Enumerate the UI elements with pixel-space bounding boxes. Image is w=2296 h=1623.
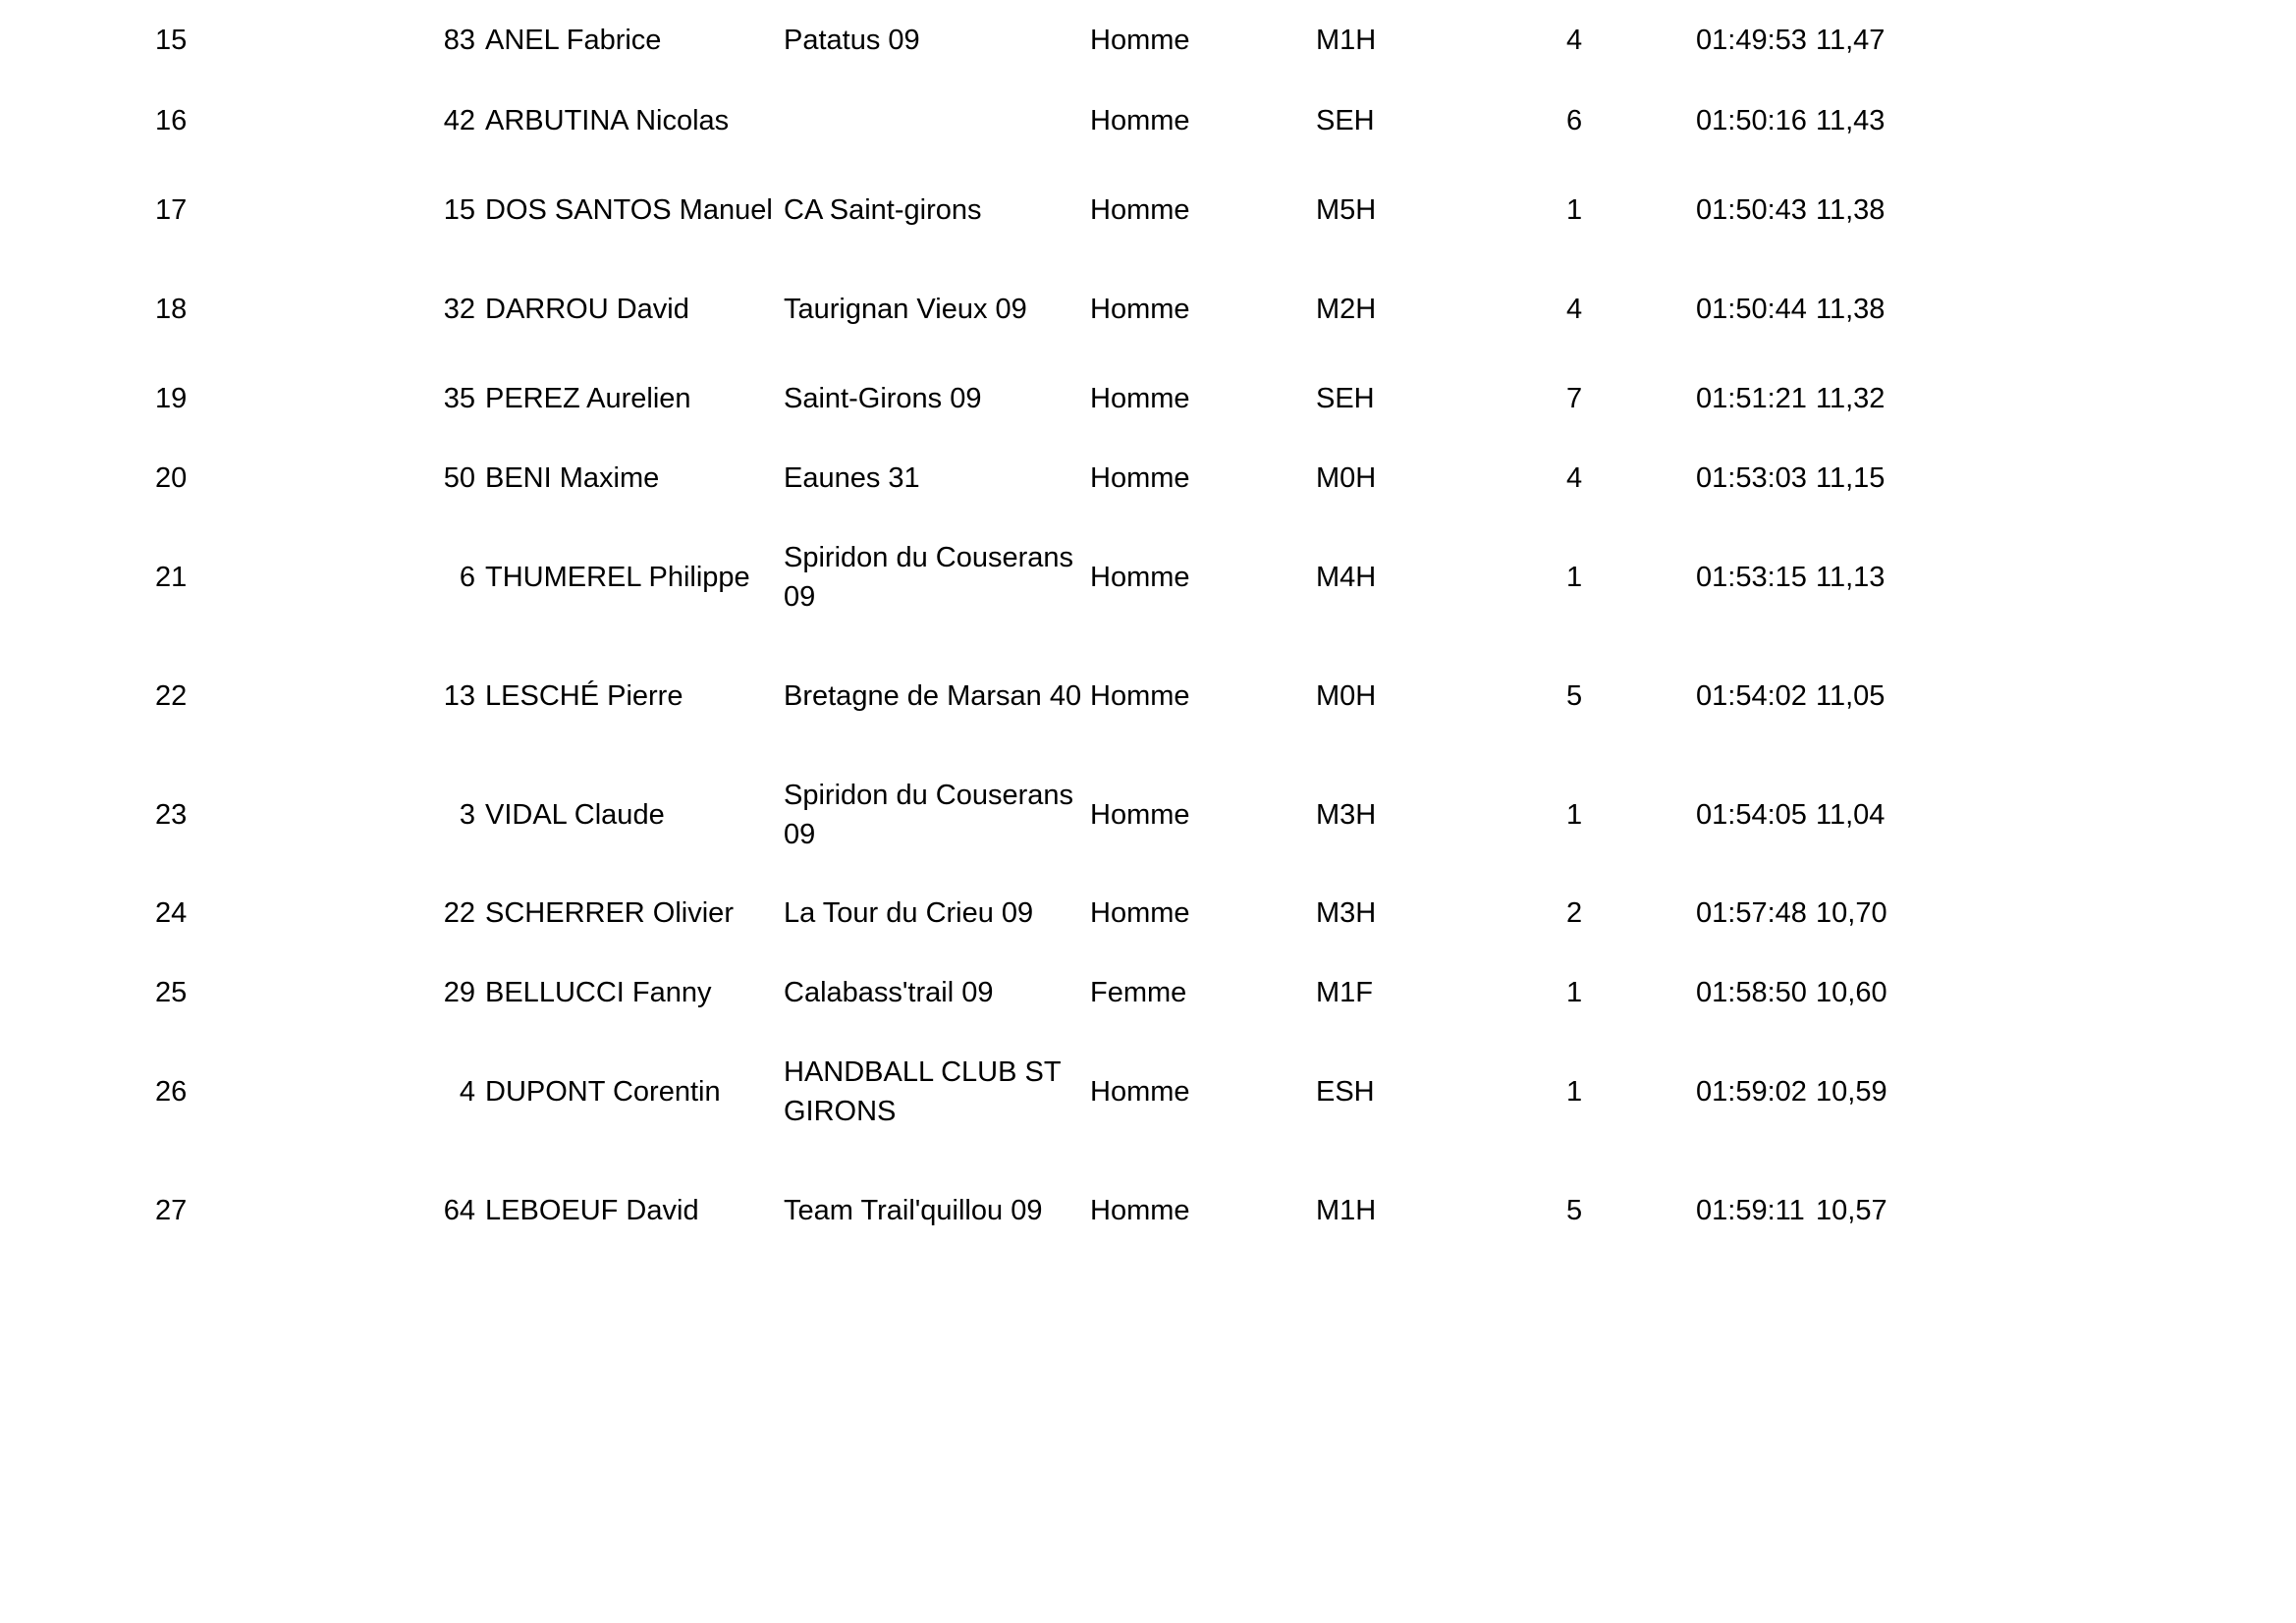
club-cell [784,160,1090,259]
category-rank-cell: 5 [1566,679,1583,712]
category-cell: M0H [1316,461,1377,494]
rank-cell: 26 [155,1076,188,1108]
table-row [0,755,1934,874]
category-rank-cell: 1 [1566,798,1583,831]
category-rank-cell: 5 [1566,1195,1583,1226]
speed-cell: 11,32 [1816,382,1886,414]
club-cell [784,755,1090,874]
club-text: HANDBALL CLUB ST GIRONS [784,1056,1062,1127]
club-cell [784,81,1090,160]
rank-cell: 15 [155,25,188,56]
club-cell [784,636,1090,755]
sex-cell: Homme [1090,382,1190,414]
sex-cell: Homme [1090,1076,1190,1108]
category-rank-cell: 1 [1566,193,1583,226]
speed-cell: 11,05 [1816,679,1886,712]
bib-cell: 4 [459,1076,475,1108]
rank-cell: 22 [155,679,188,712]
name-cell: VIDAL Claude [485,798,665,831]
club-cell [784,259,1090,358]
table-row [0,358,1934,438]
rank-cell: 27 [155,1195,188,1226]
sex-cell: Homme [1090,897,1190,929]
club-cell [784,1151,1090,1271]
category-cell: SEH [1316,104,1375,136]
table-row [0,1151,1934,1271]
sex-cell: Homme [1090,461,1190,494]
name-cell: LEBOEUF David [485,1195,699,1226]
time-cell: 01:54:05 [1696,798,1807,831]
bib-cell: 50 [443,461,475,494]
bib-cell: 64 [443,1195,475,1226]
category-rank-cell: 4 [1566,25,1583,56]
category-cell: M2H [1316,293,1377,325]
table-row [0,1033,1934,1151]
bib-cell: 29 [443,977,475,1008]
table-row [0,438,1934,517]
rank-cell: 17 [155,193,188,226]
speed-cell: 11,47 [1816,25,1886,56]
name-cell: DOS SANTOS Manuel [485,193,773,226]
category-cell: M4H [1316,561,1377,593]
name-cell: ARBUTINA Nicolas [485,104,730,136]
time-cell: 01:53:03 [1696,461,1807,494]
category-cell: ESH [1316,1076,1375,1108]
sex-cell: Homme [1090,679,1190,712]
category-cell: SEH [1316,382,1375,414]
table-row [0,81,1934,160]
club-text: La Tour du Crieu 09 [784,897,1034,929]
bib-cell: 15 [443,193,475,226]
bib-cell: 42 [443,104,475,136]
club-text: Patatus 09 [784,25,920,56]
rank-cell: 19 [155,382,188,414]
name-cell: DARROU David [485,293,689,325]
sex-cell: Homme [1090,1195,1190,1226]
club-text: Bretagne de Marsan 40 [784,679,1082,712]
club-cell [784,358,1090,438]
sex-cell: Homme [1090,798,1190,831]
name-cell: THUMEREL Philippe [485,561,750,593]
category-cell: M5H [1316,193,1377,226]
speed-cell: 10,59 [1816,1076,1887,1108]
rank-cell: 23 [155,798,188,831]
club-cell [784,517,1090,636]
speed-cell: 11,15 [1816,461,1886,494]
name-cell: ANEL Fabrice [485,25,662,56]
sex-cell: Homme [1090,25,1190,56]
table-row [0,0,1934,81]
category-cell: M3H [1316,897,1377,929]
time-cell: 01:59:11 [1696,1195,1805,1226]
sex-cell: Femme [1090,977,1187,1008]
club-text: Eaunes 31 [784,461,920,494]
club-text: Spiridon du Couserans 09 [784,779,1074,850]
category-rank-cell: 2 [1566,897,1583,929]
table-row [0,517,1934,636]
name-cell: SCHERRER Olivier [485,897,734,929]
rank-cell: 21 [155,561,188,593]
club-text: Taurignan Vieux 09 [784,293,1027,325]
club-cell [784,438,1090,517]
table-row [0,160,1934,259]
rank-cell: 20 [155,461,188,494]
bib-cell: 6 [459,561,475,593]
name-cell: DUPONT Corentin [485,1076,721,1108]
bib-cell: 83 [443,25,475,56]
rank-cell: 16 [155,104,188,136]
speed-cell: 11,04 [1816,798,1886,831]
club-text: CA Saint-girons [784,193,982,226]
category-rank-cell: 1 [1566,977,1583,1008]
time-cell: 01:57:48 [1696,897,1807,929]
sex-cell: Homme [1090,561,1190,593]
bib-cell: 32 [443,293,475,325]
speed-cell: 11,38 [1816,293,1886,325]
time-cell: 01:59:02 [1696,1076,1807,1108]
time-cell: 01:51:21 [1696,382,1807,414]
sex-cell: Homme [1090,293,1190,325]
name-cell: PEREZ Aurelien [485,382,691,414]
category-rank-cell: 4 [1566,461,1583,494]
time-cell: 01:54:02 [1696,679,1807,712]
rank-cell: 24 [155,897,188,929]
name-cell: LESCHÉ Pierre [485,679,683,712]
time-cell: 01:50:16 [1696,104,1807,136]
category-rank-cell: 4 [1566,293,1583,325]
club-cell [784,0,1090,81]
bib-cell: 35 [443,382,475,414]
club-cell [784,874,1090,952]
speed-cell: 11,38 [1816,193,1886,226]
bib-cell: 3 [459,798,475,831]
club-text: Saint-Girons 09 [784,382,982,414]
time-cell: 01:50:43 [1696,193,1807,226]
time-cell: 01:50:44 [1696,293,1807,325]
category-cell: M0H [1316,679,1377,712]
club-text: Calabass'trail 09 [784,977,994,1008]
category-cell: M3H [1316,798,1377,831]
name-cell: BELLUCCI Fanny [485,977,712,1008]
category-cell: M1H [1316,25,1377,56]
sex-cell: Homme [1090,193,1190,226]
rank-cell: 18 [155,293,188,325]
bib-cell: 13 [443,679,475,712]
time-cell: 01:53:15 [1696,561,1807,593]
table-row [0,259,1934,358]
club-cell [784,952,1090,1033]
club-text: Team Trail'quillou 09 [784,1195,1043,1226]
category-cell: M1H [1316,1195,1377,1226]
category-rank-cell: 1 [1566,561,1583,593]
name-cell: BENI Maxime [485,461,660,494]
bib-cell: 22 [443,897,475,929]
time-cell: 01:49:53 [1696,25,1807,56]
rank-cell: 25 [155,977,188,1008]
speed-cell: 10,57 [1816,1195,1887,1226]
category-cell: M1F [1316,977,1373,1008]
category-rank-cell: 6 [1566,104,1583,136]
speed-cell: 11,13 [1816,561,1886,593]
club-cell [784,1033,1090,1151]
category-rank-cell: 7 [1566,382,1583,414]
club-text: Spiridon du Couserans 09 [784,541,1074,613]
speed-cell: 11,43 [1816,104,1886,136]
table-row [0,636,1934,755]
sex-cell: Homme [1090,104,1190,136]
table-row [0,874,1934,952]
speed-cell: 10,70 [1816,897,1887,929]
speed-cell: 10,60 [1816,977,1887,1008]
time-cell: 01:58:50 [1696,977,1807,1008]
table-row [0,952,1934,1033]
category-rank-cell: 1 [1566,1076,1583,1108]
